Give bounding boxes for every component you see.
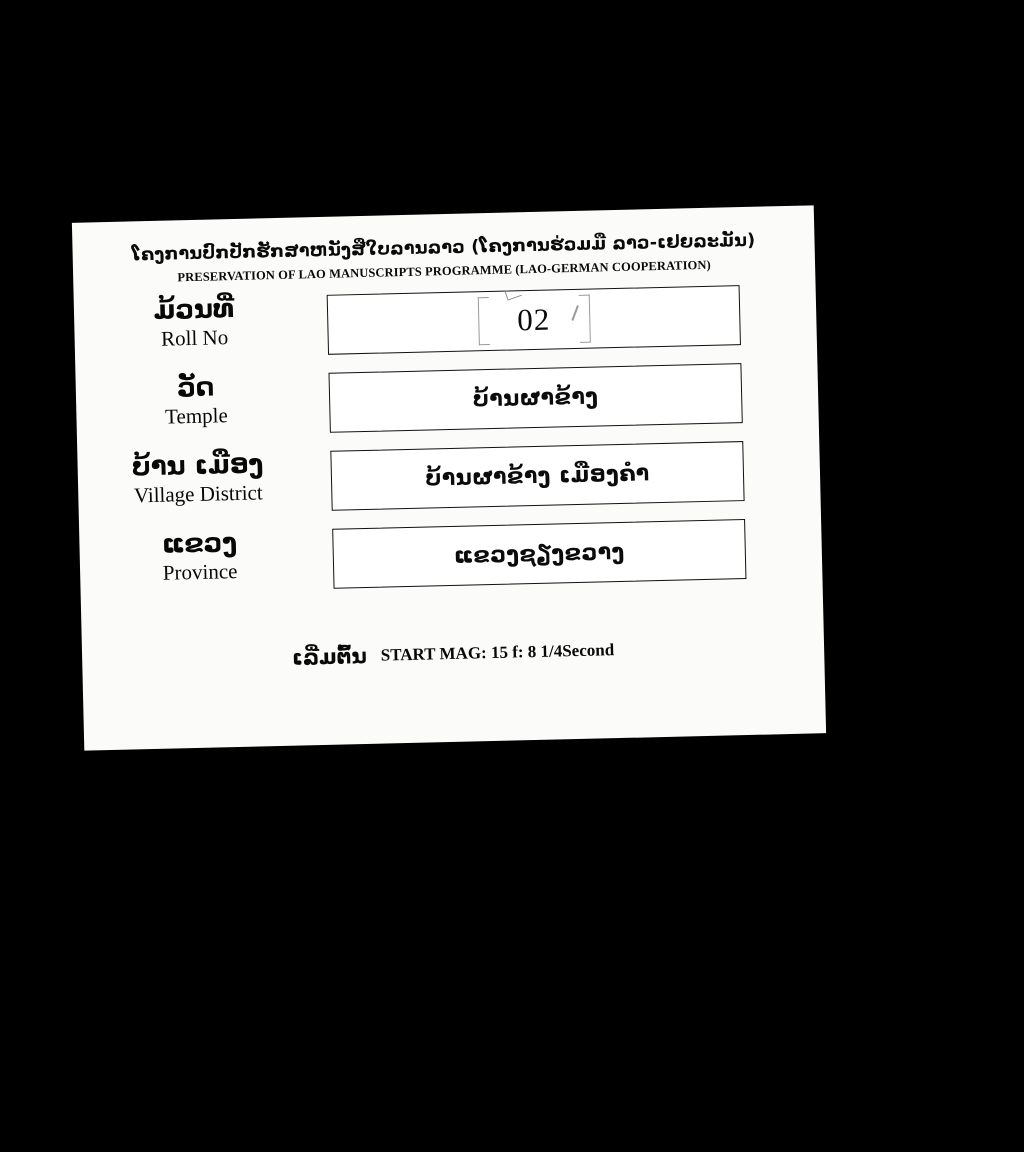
programme-title-lao: ໂຄງການປົກປັກຮັກສາຫນັງສືໃບລານລາວ (ໂຄງການຮ່ວມມື ລາວ-ເຢຍລະມັນ) <box>131 230 756 266</box>
field-list <box>74 281 823 610</box>
field-label-lao-province: ແຂວງ <box>161 528 238 560</box>
card-footer <box>82 633 824 674</box>
field-label-english-province: Province <box>162 559 238 585</box>
field-label-lao-village-district: ບ້ານ ເມືອງ <box>131 449 264 483</box>
field-label-temple <box>66 371 327 432</box>
field-box-village-district[interactable] <box>330 441 744 511</box>
field-value-temple: ບ້ານຜາຂ້າງ <box>472 383 599 412</box>
field-label-village-district <box>67 449 328 510</box>
field-box-province[interactable] <box>332 519 746 589</box>
field-label-lao-temple: ວັດ <box>177 372 215 404</box>
footer-exposure-settings: START MAG: 15 f: 8 1/4Second <box>380 640 615 665</box>
field-value-roll-no: 02 <box>516 301 551 338</box>
field-label-english-village-district: Village District <box>133 480 263 508</box>
field-box-temple[interactable] <box>328 363 742 433</box>
document-photo-area <box>78 214 820 742</box>
field-label-roll-no <box>64 293 325 354</box>
field-box-roll-no[interactable] <box>327 285 741 355</box>
field-value-village-district: ບ້ານຜາຂ້າງ ເມືອງຄຳ <box>425 460 650 492</box>
field-label-english-temple: Temple <box>164 403 229 429</box>
field-value-province: ແຂວງຊຽງຂວາງ <box>453 539 625 569</box>
microfilm-target-card <box>72 205 826 750</box>
field-label-english-roll-no: Roll No <box>160 325 229 351</box>
footer-label-lao-start: ເລີ່ມຕົ້ນ <box>291 643 368 670</box>
programme-title-english: PRESERVATION OF LAO MANUSCRIPTS PROGRAMME (LAO-GERMAN COOPERATION) <box>177 257 711 285</box>
field-label-province <box>69 527 330 588</box>
card-header <box>72 229 815 287</box>
field-row-province <box>79 515 823 610</box>
field-label-lao-roll-no: ມ້ວນທີ່ <box>153 294 235 326</box>
